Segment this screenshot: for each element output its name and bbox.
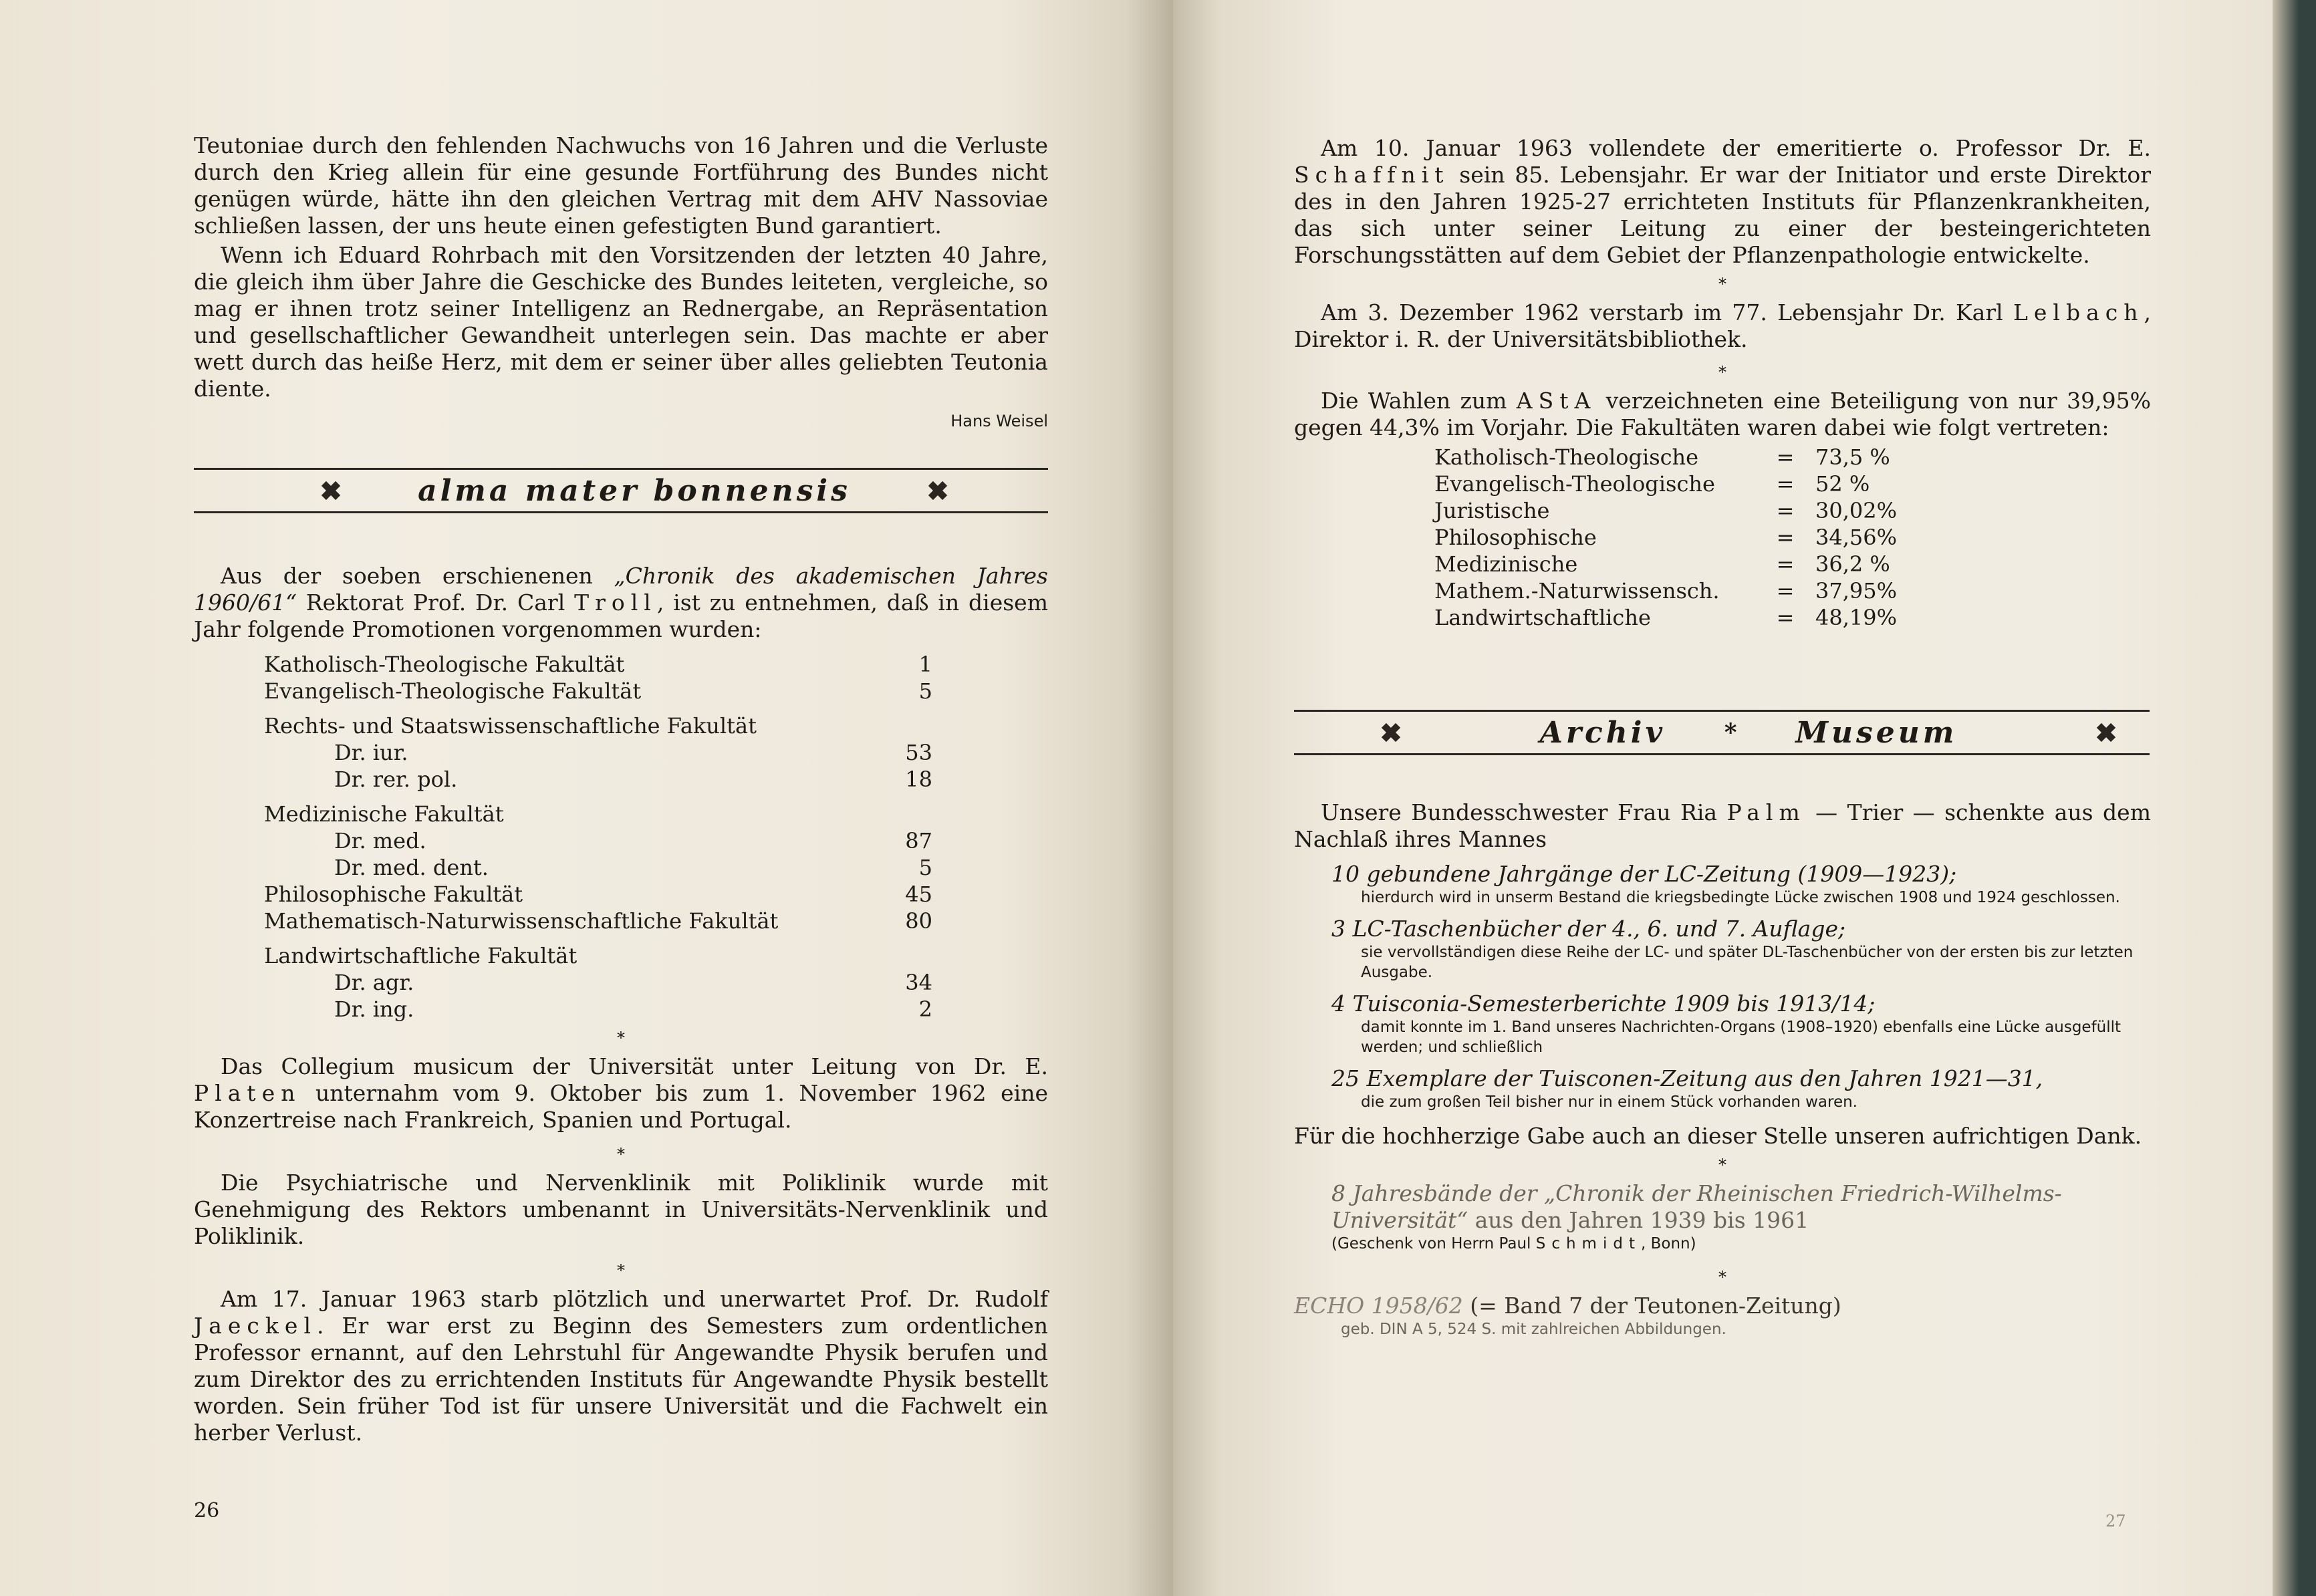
promotions-table (264, 651, 932, 1023)
separator-star: * (617, 1261, 625, 1280)
asta-value: 30,02% (1815, 498, 1898, 523)
lelbach-text: , Direktor i. R. der Universitätsbibliothek. (1294, 299, 2151, 352)
chronik-title: „Chronik des akademischen Jahres 1960/61“ (194, 563, 1048, 616)
donation-item-title: 3 LC-Taschenbücher der 4., 6. und 7. Auflage; (1331, 916, 1846, 942)
promotion-row (264, 996, 932, 1023)
asta-row (1434, 577, 1916, 604)
asta-table (1434, 444, 1916, 631)
donation-text: Unsere Bundesschwester Frau Ria (1321, 799, 1727, 825)
asta-row (1434, 444, 1916, 471)
intro-paragraph-1: Teutoniae durch den fehlenden Nachwuchs von 16 Jahren und die Verluste durch den Krieg allein für eine gesunde Fortführung des Bundes nicht genügen würde, hätte ihn den gleichen Vertrag mit dem AHV Nassoviae schließen lassen, der uns heute einen gefestigten Bund garantiert. (194, 132, 1048, 239)
jaeckel-text: . Er war erst zu Beginn des Semesters zum ordentlichen Professor ernannt, auf den Lehrstuhl für Angewandte Physik berufen und zum Direktor des zu errichtenden Instituts für Angewandte Physik bestellt worden. Sein früher Tod ist für unsere Universität und die Fachwelt ein herber Verlust. (194, 1313, 1048, 1446)
jaeckel-paragraph (194, 1286, 1048, 1446)
promotion-value: 87 (905, 828, 932, 853)
promotion-label: Medizinische Fakultät (264, 801, 504, 827)
gift-note-text: , Bonn) (1640, 1235, 1696, 1252)
lelbach-text: Am 3. Dezember 1962 verstarb im 77. Lebensjahr Dr. Karl (1321, 299, 2013, 325)
title-separator: * (1724, 718, 1737, 747)
promotion-value: 2 (918, 996, 932, 1022)
lelbach-paragraph (1294, 299, 2151, 353)
promotion-value (852, 704, 932, 739)
asta-equals: = (1776, 444, 1795, 470)
page-edge (2273, 0, 2316, 1596)
promotion-label: Dr. iur. (334, 740, 408, 765)
asta-text: verzeichneten eine Beteiligung von nur 39,95% gegen 44,3% im Vorjahr. Die Fakultäten waren dabei wie folgt vertreten: (1294, 388, 2151, 440)
left-intro (194, 132, 1048, 430)
section-title-archiv: Archiv (1539, 715, 1666, 750)
person-name: Jaeckel (194, 1313, 317, 1339)
promotion-value: 80 (905, 908, 932, 934)
archiv-section (1294, 799, 2151, 1339)
psychiatrie-paragraph: Die Psychiatrische und Nervenklinik mit Poliklinik wurde mit Genehmigung des Rektors umbenannt in Universitäts-Nervenklinik und Poliklinik. (194, 1170, 1048, 1249)
asta-faculty: Landwirtschaftliche (1434, 605, 1651, 630)
asta-value: 36,2 % (1815, 551, 1890, 577)
donation-list (1294, 861, 2151, 1112)
asta-value: 37,95% (1815, 578, 1898, 604)
asta-faculty: Medizinische (1434, 551, 1578, 577)
promotion-value (852, 793, 932, 827)
promotion-value (852, 934, 932, 969)
asta-value: 73,5 % (1815, 444, 1890, 470)
promotion-label: Dr. med. dent. (334, 855, 489, 880)
chronik-gift-note (1331, 1234, 2151, 1254)
chronik-gift-title-text: 8 Jahresbände der „Chronik der Rheinischen Friedrich-Wilhelms-Universität“ (1331, 1180, 2062, 1233)
page-number-left: 26 (194, 1499, 220, 1522)
promotion-label: Katholisch-Theologische Fakultät (264, 652, 625, 677)
promotion-label: Rechts- und Staatswissenschaftliche Fakultät (264, 713, 757, 739)
promotion-label: Mathematisch-Naturwissenschaftliche Fakultät (264, 908, 779, 934)
ornament-icon (1381, 722, 1401, 743)
asta-faculty: Evangelisch-Theologische (1434, 471, 1715, 497)
promotion-row (264, 854, 932, 881)
donation-item-note: damit konnte im 1. Band unseres Nachrichten-Organs (1908–1920) ebenfalls eine Lücke ausgefüllt werden; und schließlich (1361, 1019, 2121, 1056)
person-name: Schmidt (1535, 1235, 1641, 1252)
donation-item-title: 4 Tuisconia-Semesterberichte 1909 bis 1913/14; (1331, 990, 1876, 1017)
asta-value: 48,19% (1815, 605, 1898, 630)
donation-text: — Trier — schenkte aus dem Nachlaß ihres Mannes (1294, 799, 2151, 852)
chronik-intro-text: Rektorat Prof. Dr. Carl (296, 589, 575, 616)
chronik-intro-text: Aus der soeben erschienenen (221, 563, 614, 589)
chronik-gift-years: aus den Jahren 1939 bis 1961 (1468, 1207, 1809, 1233)
donation-item-note: die zum großen Teil bisher nur in einem Stück vorhanden waren. (1361, 1093, 1857, 1111)
promotion-row (264, 704, 932, 739)
asta-equals: = (1776, 471, 1795, 497)
ornament-icon (2096, 722, 2116, 743)
promotion-row (264, 793, 932, 827)
donation-item (1294, 916, 2151, 982)
asta-row (1434, 471, 1916, 497)
promotion-label: Philosophische Fakultät (264, 882, 523, 907)
donation-item-title: 10 gebundene Jahrgänge der LC-Zeitung (1909—1923); (1331, 861, 1957, 887)
gift-note-text: (Geschenk von Herrn Paul (1331, 1235, 1536, 1252)
echo-title (1294, 1293, 2151, 1319)
asta-row (1434, 524, 1916, 551)
asta-row (1434, 604, 1916, 631)
organisation-name: AStA (1516, 388, 1597, 414)
promotion-row (264, 766, 932, 793)
intro-paragraph-2: Wenn ich Eduard Rohrbach mit den Vorsitzenden der letzten 40 Jahre, die gleich ihm über Jahre die Geschicke des Bundes leiteten, vergleiche, so mag er ihnen trotz seiner Intelligenz an Rednergabe, an Repräsentation und gesellschaftlicher Gewandheit unterlegen sein. Das machte er aber wett durch das heiße Herz, mit dem er seiner über alles geliebten Teutonia diente. (194, 242, 1048, 402)
promotion-row (264, 934, 932, 969)
donation-item (1294, 861, 2151, 908)
promotion-label: Dr. med. (334, 828, 426, 853)
separator-star: * (617, 1145, 625, 1164)
promotion-row (264, 678, 932, 704)
donation-item-note: sie vervollständigen diese Reihe der LC- und später DL-Taschenbücher von der ersten bis zur letzten Ausgabe. (1361, 944, 2134, 981)
asta-equals: = (1776, 525, 1795, 550)
asta-row (1434, 551, 1916, 577)
asta-value: 34,56% (1815, 525, 1898, 550)
promotion-value: 5 (918, 678, 932, 704)
chronik-gift (1294, 1180, 2151, 1254)
ornament-icon (928, 481, 948, 501)
collegium-paragraph (194, 1053, 1048, 1134)
donation-item (1294, 1065, 2151, 1112)
asta-faculty: Juristische (1434, 498, 1550, 523)
right-news (1294, 135, 2151, 631)
chronik-gift-title (1331, 1180, 2151, 1234)
promotion-row (264, 827, 932, 854)
promotion-value: 5 (918, 855, 932, 880)
asta-equals: = (1776, 578, 1795, 604)
asta-paragraph (1294, 388, 2151, 441)
asta-faculty: Philosophische (1434, 525, 1597, 550)
asta-faculty: Katholisch-Theologische (1434, 444, 1699, 470)
donation-item (1294, 990, 2151, 1057)
echo-note: geb. DIN A 5, 524 S. mit zahlreichen Abbildungen. (1341, 1321, 1726, 1338)
donation-item-note: hierdurch wird in unserm Bestand die kriegsbedingte Lücke zwischen 1908 und 1924 geschlossen. (1361, 889, 2120, 906)
promotion-label: Dr. ing. (334, 996, 414, 1022)
section-title: alma mater bonnensis (418, 473, 851, 508)
promotion-value: 1 (918, 652, 932, 677)
donation-paragraph (1294, 799, 2151, 853)
asta-row (1434, 497, 1916, 524)
promotion-row (264, 651, 932, 678)
promotion-row (264, 969, 932, 996)
promotion-row (264, 881, 932, 908)
echo-entry (1294, 1293, 2151, 1339)
person-name: Platen (194, 1080, 301, 1106)
person-name: Palm (1726, 799, 1806, 825)
person-name: Schaffnit (1294, 162, 1450, 188)
page-number-right: 27 (2105, 1512, 2126, 1531)
separator-star: * (1718, 1268, 1726, 1287)
collegium-text: Das Collegium musicum der Universität unter Leitung von Dr. E. (221, 1053, 1048, 1079)
asta-equals: = (1776, 605, 1795, 630)
chronik-intro-text: , ist zu entnehmen, daß in diesem Jahr folgende Promotionen vorgenommen wurden: (194, 589, 1049, 642)
schaffnit-paragraph (1294, 135, 2151, 269)
asta-text: Die Wahlen zum (1321, 388, 1517, 414)
asta-equals: = (1776, 551, 1795, 577)
section-header-archiv (1294, 710, 2150, 755)
promotion-value: 18 (905, 767, 932, 792)
ornament-icon (321, 481, 341, 501)
schaffnit-text: Am 10. Januar 1963 vollendete der emeritierte o. Professor Dr. E. (1321, 135, 2151, 161)
promotion-label: Landwirtschaftliche Fakultät (264, 943, 577, 968)
chronik-intro (194, 563, 1048, 643)
promotion-row (264, 739, 932, 766)
echo-subtitle: (= Band 7 der Teutonen-Zeitung) (1462, 1293, 1841, 1319)
donation-item-title: 25 Exemplare der Tuisconen-Zeitung aus den Jahren 1921—31, (1331, 1065, 2043, 1091)
echo-title-text: ECHO 1958/62 (1294, 1293, 1463, 1319)
asta-faculty: Mathem.-Naturwissensch. (1434, 578, 1720, 604)
section-header-alma-mater (194, 468, 1048, 513)
thanks-paragraph: Für die hochherzige Gabe auch an dieser Stelle unseren aufrichtigen Dank. (1294, 1123, 2142, 1149)
asta-equals: = (1776, 498, 1795, 523)
promotion-label: Dr. rer. pol. (334, 767, 458, 792)
person-name: Troll (574, 589, 657, 616)
section-title-museum: Museum (1795, 715, 1958, 750)
promotion-label: Evangelisch-Theologische Fakultät (264, 678, 642, 704)
promotion-row (264, 908, 932, 934)
separator-star: * (1718, 363, 1726, 382)
promotion-value: 53 (905, 740, 932, 765)
schaffnit-text: sein 85. Lebensjahr. Er war der Initiator und erste Direktor des in den Jahren 1925-27 errichteten Instituts für Pflanzenkrankheiten, das sich unter seiner Leitung zu einer der besteingerichteten Forschungsstätten auf dem Gebiet der Pflanzenpathologie entwickelte. (1294, 162, 2151, 268)
separator-star: * (617, 1029, 625, 1047)
chronik-section (194, 563, 1048, 1446)
signature: Hans Weisel (950, 412, 1048, 430)
collegium-text: unternahm vom 9. Oktober bis zum 1. November 1962 eine Konzertreise nach Frankreich, Spanien und Portugal. (194, 1080, 1048, 1133)
person-name: Lelbach (2013, 299, 2144, 325)
separator-star: * (1718, 1156, 1726, 1174)
asta-value: 52 % (1815, 471, 1870, 497)
promotion-value: 45 (905, 882, 932, 907)
jaeckel-text: Am 17. Januar 1963 starb plötzlich und unerwartet Prof. Dr. Rudolf (221, 1286, 1048, 1312)
promotion-value: 34 (905, 970, 932, 995)
promotion-label: Dr. agr. (334, 970, 414, 995)
separator-star: * (1718, 275, 1726, 293)
